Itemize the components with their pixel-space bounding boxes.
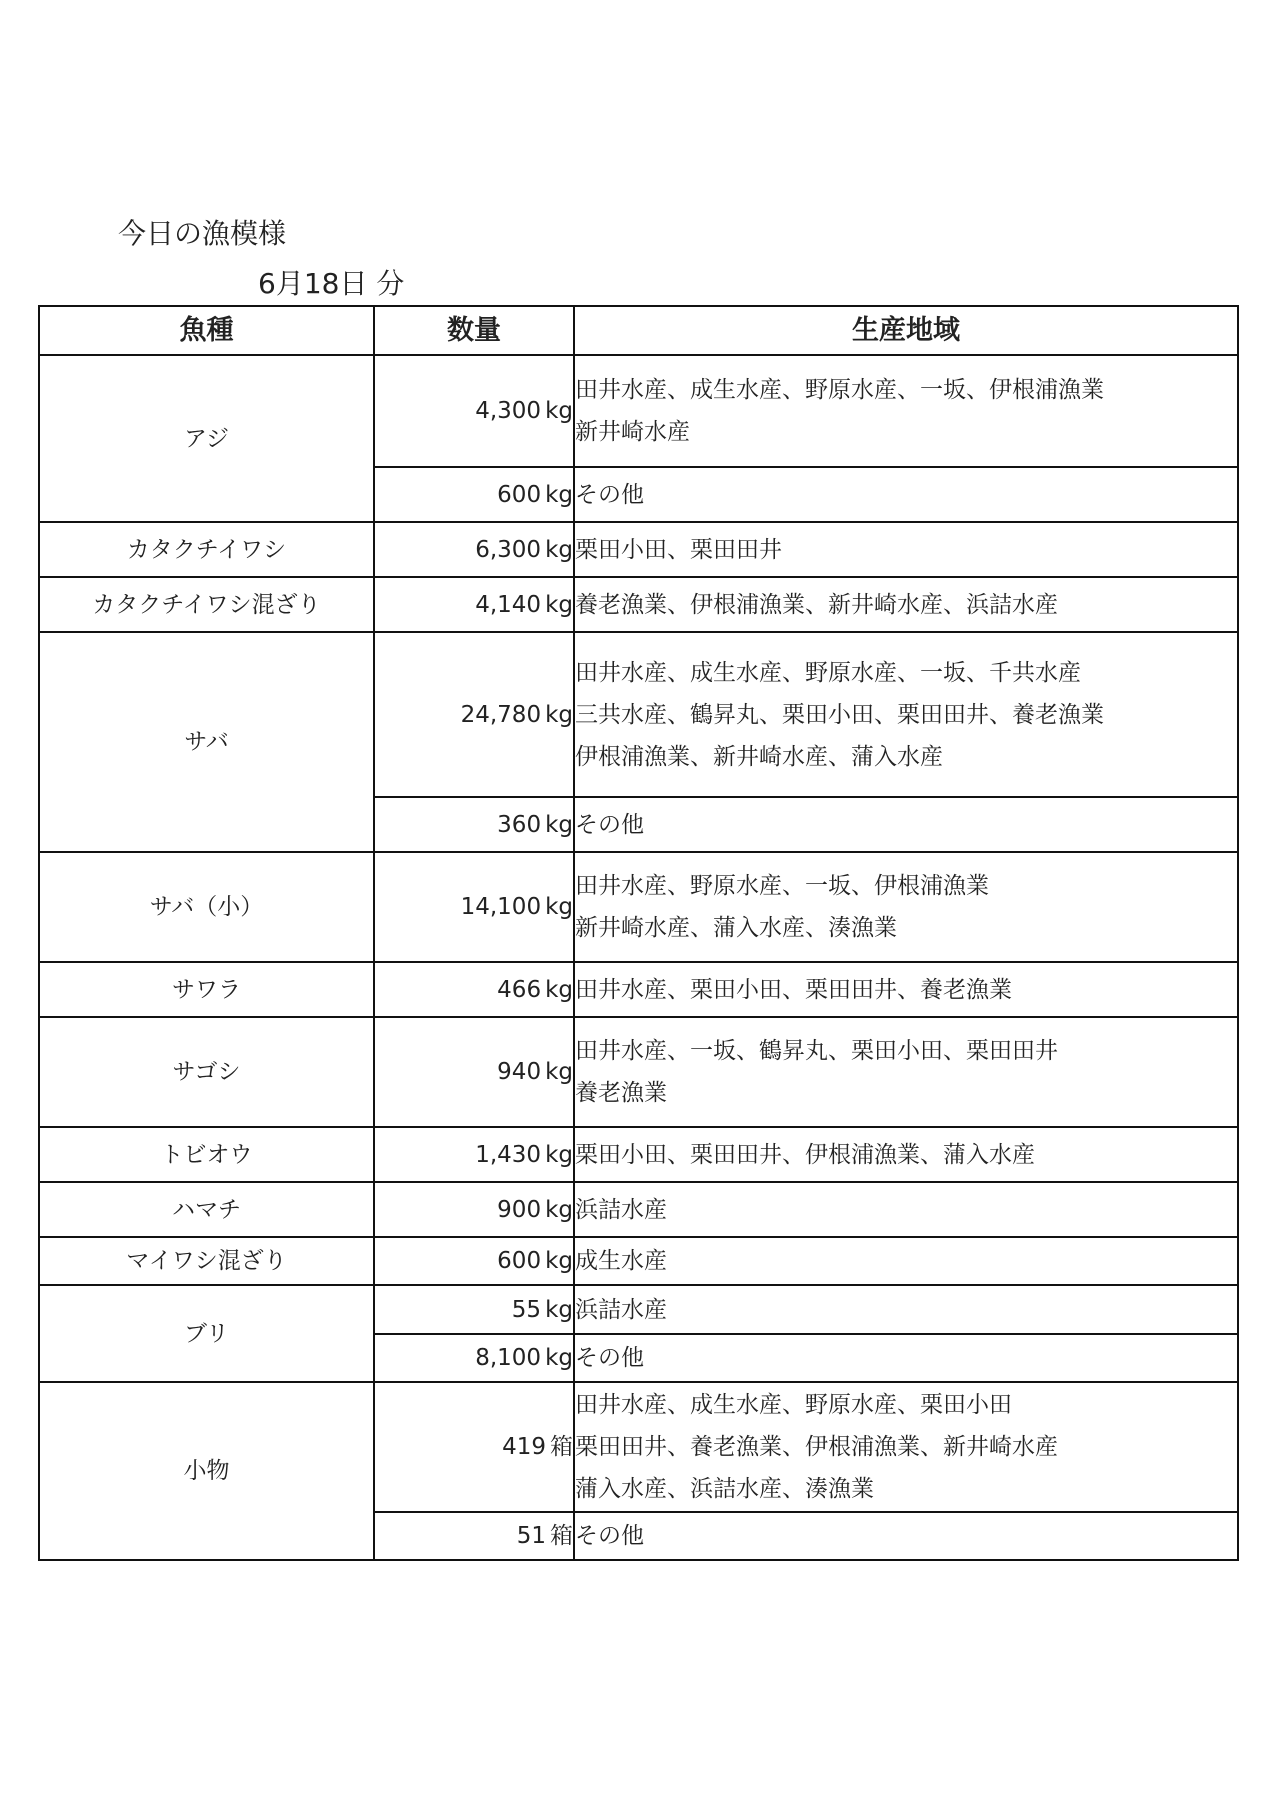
table-row bbox=[39, 1382, 1238, 1512]
table-row bbox=[39, 632, 1238, 797]
origin-cell: 田井水産、成生水産、野原水産、栗田小田 栗田田井、養老漁業、伊根浦漁業、新井崎水産 蒲入水産、浜詰水産、湊漁業 bbox=[574, 1382, 1238, 1512]
header-quantity: 数量 bbox=[374, 306, 574, 355]
table-row bbox=[39, 1182, 1238, 1237]
table-row bbox=[39, 1285, 1238, 1334]
origin-cell: 田井水産、成生水産、野原水産、一坂、伊根浦漁業 新井崎水産 bbox=[574, 355, 1238, 467]
catch-table bbox=[38, 305, 1239, 1561]
species-cell: 小物 bbox=[39, 1382, 374, 1560]
table-row bbox=[39, 962, 1238, 1017]
species-cell: サバ（小） bbox=[39, 852, 374, 962]
table-row bbox=[39, 355, 1238, 467]
origin-cell: 田井水産、野原水産、一坂、伊根浦漁業 新井崎水産、蒲入水産、湊漁業 bbox=[574, 852, 1238, 962]
species-cell: アジ bbox=[39, 355, 374, 522]
species-cell: ブリ bbox=[39, 1285, 374, 1382]
quantity-cell: 419 箱 bbox=[374, 1382, 574, 1512]
quantity-cell: 8,100 kg bbox=[374, 1334, 574, 1382]
origin-cell: その他 bbox=[574, 1334, 1238, 1382]
origin-cell: その他 bbox=[574, 467, 1238, 522]
quantity-cell: 4,300 kg bbox=[374, 355, 574, 467]
quantity-cell: 940 kg bbox=[374, 1017, 574, 1127]
table-row bbox=[39, 1237, 1238, 1285]
table-row bbox=[39, 522, 1238, 577]
origin-cell: 田井水産、一坂、鶴昇丸、栗田小田、栗田田井 養老漁業 bbox=[574, 1017, 1238, 1127]
quantity-cell: 4,140 kg bbox=[374, 577, 574, 632]
quantity-cell: 466 kg bbox=[374, 962, 574, 1017]
species-cell: カタクチイワシ混ざり bbox=[39, 577, 374, 632]
origin-cell: 栗田小田、栗田田井 bbox=[574, 522, 1238, 577]
quantity-cell: 1,430 kg bbox=[374, 1127, 574, 1182]
species-cell: サバ bbox=[39, 632, 374, 852]
origin-cell: 田井水産、成生水産、野原水産、一坂、千共水産 三共水産、鶴昇丸、栗田小田、栗田田井、養老漁業 伊根浦漁業、新井崎水産、蒲入水産 bbox=[574, 632, 1238, 797]
table-row bbox=[39, 1017, 1238, 1127]
origin-cell: 成生水産 bbox=[574, 1237, 1238, 1285]
origin-cell: 養老漁業、伊根浦漁業、新井崎水産、浜詰水産 bbox=[574, 577, 1238, 632]
quantity-cell: 55 kg bbox=[374, 1285, 574, 1334]
species-cell: サゴシ bbox=[39, 1017, 374, 1127]
page-title: 今日の漁模様 bbox=[118, 217, 287, 250]
quantity-cell: 6,300 kg bbox=[374, 522, 574, 577]
quantity-cell: 51 箱 bbox=[374, 1512, 574, 1560]
report-date: 6月18日 分 bbox=[258, 267, 405, 300]
species-cell: カタクチイワシ bbox=[39, 522, 374, 577]
species-cell: マイワシ混ざり bbox=[39, 1237, 374, 1285]
quantity-cell: 600 kg bbox=[374, 1237, 574, 1285]
origin-cell: その他 bbox=[574, 1512, 1238, 1560]
header-species: 魚種 bbox=[39, 306, 374, 355]
table-header-row bbox=[39, 306, 1238, 355]
header-origin: 生産地域 bbox=[574, 306, 1238, 355]
quantity-cell: 14,100 kg bbox=[374, 852, 574, 962]
origin-cell: その他 bbox=[574, 797, 1238, 852]
origin-cell: 浜詰水産 bbox=[574, 1285, 1238, 1334]
table-row bbox=[39, 852, 1238, 962]
quantity-cell: 24,780 kg bbox=[374, 632, 574, 797]
species-cell: トビオウ bbox=[39, 1127, 374, 1182]
table-row bbox=[39, 577, 1238, 632]
origin-cell: 田井水産、栗田小田、栗田田井、養老漁業 bbox=[574, 962, 1238, 1017]
origin-cell: 浜詰水産 bbox=[574, 1182, 1238, 1237]
table-row bbox=[39, 1127, 1238, 1182]
species-cell: サワラ bbox=[39, 962, 374, 1017]
quantity-cell: 900 kg bbox=[374, 1182, 574, 1237]
species-cell: ハマチ bbox=[39, 1182, 374, 1237]
quantity-cell: 600 kg bbox=[374, 467, 574, 522]
quantity-cell: 360 kg bbox=[374, 797, 574, 852]
origin-cell: 栗田小田、栗田田井、伊根浦漁業、蒲入水産 bbox=[574, 1127, 1238, 1182]
